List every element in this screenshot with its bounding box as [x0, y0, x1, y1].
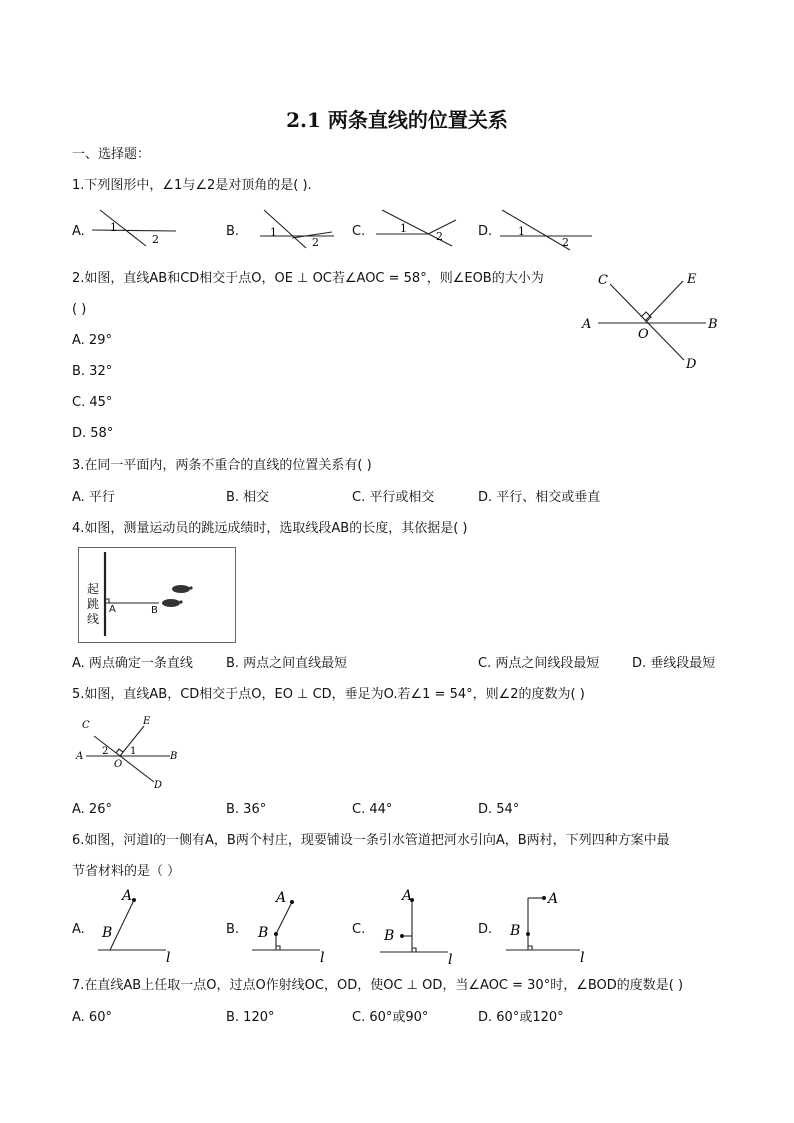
angle-1-label: 1 — [110, 221, 117, 234]
question-6-figure-c — [374, 886, 464, 968]
question-4-stem: 4.如图，测量运动员的跳远成绩时，选取线段AB的长度，其依据是( ) — [72, 521, 468, 536]
village-b-label: B — [510, 923, 521, 939]
question-3-option-b: B. 相交 — [226, 490, 270, 505]
question-7-option-d: D. 60°或120° — [478, 1010, 564, 1025]
question-4-option-d: D. 垂线段最短 — [632, 656, 716, 671]
point-a-label: A — [109, 604, 116, 615]
question-1-stem: 1.下列图形中，∠1与∠2是对顶角的是( ). — [72, 178, 312, 193]
point-d-label: D — [686, 357, 697, 372]
point-e-label: E — [143, 716, 151, 727]
village-a-label: A — [276, 890, 287, 906]
question-2-figure — [576, 266, 726, 376]
question-4-option-a: A. 两点确定一条直线 — [72, 656, 193, 671]
question-5-figure — [74, 712, 184, 794]
question-2-stem-cont: ( ) — [72, 302, 87, 317]
question-1-option-c: C. — [352, 224, 366, 239]
question-5-stem: 5.如图，直线AB，CD相交于点O，EO ⊥ CD，垂足为O.若∠1 = 54°，则∠2的度数为( ) — [72, 687, 585, 702]
question-3-option-c: C. 平行或相交 — [352, 490, 435, 505]
question-4-figure — [78, 547, 236, 643]
question-1-figure-d — [496, 206, 596, 252]
point-c-label: C — [598, 273, 608, 288]
angle-1-label: 1 — [270, 226, 277, 239]
river-l-label: l — [580, 950, 585, 964]
question-1-figure-a — [88, 206, 188, 248]
point-a-label: A — [76, 751, 84, 762]
question-7-stem: 7.在直线AB上任取一点O，过点O作射线OC，OD，使OC ⊥ OD，当∠AOC = 30°时，∠BOD的度数是( ) — [72, 978, 684, 993]
point-d-label: D — [154, 780, 163, 791]
point-o-label: O — [114, 759, 123, 770]
question-2-stem: 2.如图，直线AB和CD相交于点O，OE ⊥ OC若∠AOC = 58°，则∠EOB的大小为 — [72, 271, 544, 286]
page-title: 2.1 两条直线的位置关系 — [286, 108, 508, 132]
question-1-figure-c — [370, 206, 466, 252]
question-6-option-a: A. — [72, 922, 85, 937]
angle-2-label: 2 — [436, 230, 443, 243]
question-5-option-a: A. 26° — [72, 802, 112, 817]
question-6-figure-d — [500, 884, 600, 964]
question-3-option-a: A. 平行 — [72, 490, 115, 505]
village-a-label: A — [402, 888, 413, 904]
village-a-label: A — [548, 891, 559, 907]
question-5-option-c: C. 44° — [352, 802, 393, 817]
question-4-option-c: C. 两点之间线段最短 — [478, 656, 600, 671]
takeoff-line-char-2: 跳 — [87, 597, 100, 611]
point-e-label: E — [687, 272, 697, 287]
section-heading: 一、选择题： — [72, 147, 151, 162]
question-2-option-d: D. 58° — [72, 426, 114, 441]
takeoff-line-char-1: 起 — [87, 582, 100, 596]
question-6-stem: 6.如图，河道l的一侧有A，B两个村庄，现要铺设一条引水管道把河水引向A，B两村，下列四种方案中最 — [72, 833, 670, 848]
river-l-label: l — [448, 952, 453, 968]
question-6-option-b: B. — [226, 922, 240, 937]
point-b-label: B — [170, 751, 178, 762]
river-l-label: l — [320, 950, 325, 966]
point-b-label: B — [151, 605, 158, 616]
question-1-option-b: B. — [226, 224, 240, 239]
question-5-option-b: B. 36° — [226, 802, 267, 817]
angle-1-label: 1 — [400, 222, 407, 235]
footprint-icon — [162, 599, 180, 607]
point-b-label: B — [708, 317, 718, 332]
question-2-option-b: B. 32° — [72, 364, 113, 379]
footprint-icon — [172, 585, 190, 593]
river-l-label: l — [166, 950, 171, 966]
question-1-option-a: A. — [72, 224, 85, 239]
question-6-figure-a — [92, 886, 182, 966]
question-1-option-d: D. — [478, 224, 493, 239]
question-6-option-d: D. — [478, 922, 493, 937]
village-a-label: A — [122, 888, 133, 904]
angle-2-label: 2 — [562, 236, 569, 249]
village-b-label: B — [102, 925, 113, 941]
angle-1-label: 1 — [518, 225, 525, 238]
question-5-option-d: D. 54° — [478, 802, 520, 817]
point-c-label: C — [82, 720, 90, 731]
angle-2-label: 2 — [312, 236, 319, 249]
question-6-figure-b — [246, 886, 336, 966]
angle-2-label: 2 — [152, 233, 159, 246]
angle-2-label: 2 — [102, 746, 109, 757]
question-1-figure-b — [238, 206, 338, 252]
question-2-option-c: C. 45° — [72, 395, 113, 410]
question-7-option-b: B. 120° — [226, 1010, 275, 1025]
point-o-label: O — [638, 327, 649, 342]
question-6-stem-cont: 节省材料的是（ ） — [72, 864, 181, 879]
long-jump-diagram — [79, 548, 234, 641]
point-a-label: A — [582, 317, 592, 332]
takeoff-line-char-3: 线 — [87, 612, 100, 626]
question-7-option-a: A. 60° — [72, 1010, 112, 1025]
question-3-option-d: D. 平行、相交或垂直 — [478, 490, 601, 505]
question-6-option-c: C. — [352, 922, 366, 937]
question-2-option-a: A. 29° — [72, 333, 112, 348]
village-b-label: B — [384, 928, 395, 944]
question-7-option-c: C. 60°或90° — [352, 1010, 429, 1025]
angle-1-label: 1 — [130, 746, 137, 757]
question-3-stem: 3.在同一平面内，两条不重合的直线的位置关系有( ) — [72, 458, 372, 473]
village-b-label: B — [258, 925, 269, 941]
question-4-option-b: B. 两点之间直线最短 — [226, 656, 348, 671]
